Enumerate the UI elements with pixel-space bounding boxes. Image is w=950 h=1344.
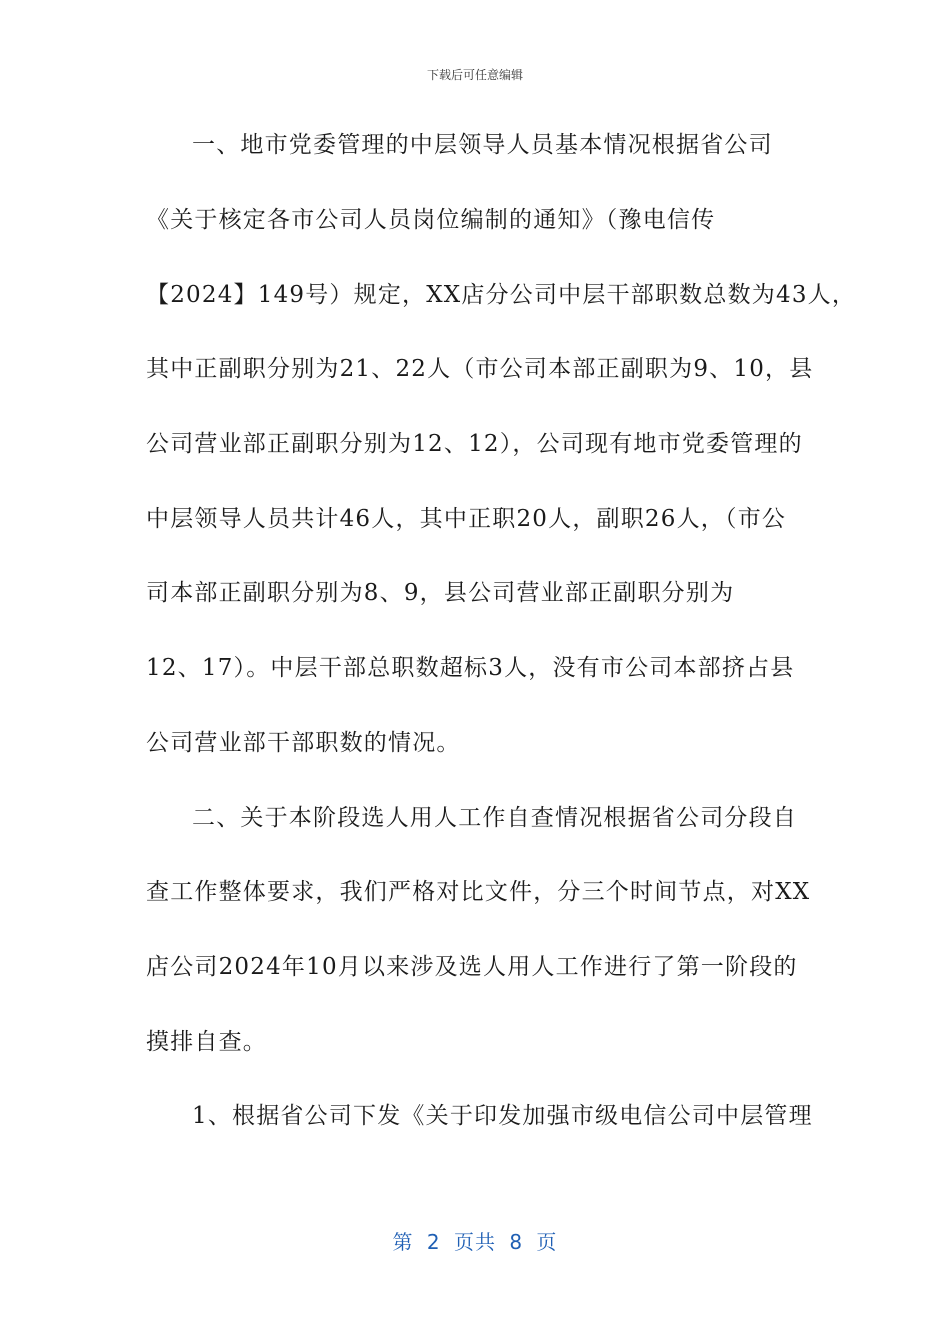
text-line: 其中正副职分别为21、22人（市公司本部正副职为9、10，县 [146, 356, 814, 382]
text-line: 二、关于本阶段选人用人工作自查情况根据省公司分段自 [192, 805, 797, 831]
text-line: 公司营业部干部职数的情况。 [146, 730, 461, 756]
text-line: 《关于核定各市公司人员岗位编制的通知》（豫电信传 [146, 207, 716, 233]
text-line: 查工作整体要求，我们严格对比文件，分三个时间节点，对XX [146, 879, 811, 905]
text-line: 司本部正副职分别为8、9，县公司营业部正副职分别为 [146, 580, 735, 606]
text-line: 店公司2024年10月以来涉及选人用人工作进行了第一阶段的 [146, 954, 798, 980]
text-line: 1、根据省公司下发《关于印发加强市级电信公司中层管理 [192, 1103, 813, 1129]
page-header-note: 下载后可任意编辑 [426, 68, 523, 82]
text-line: 一、地市党委管理的中层领导人员基本情况根据省公司 [192, 132, 773, 158]
text-line: 【2024】149号）规定，XX店分公司中层干部职数总数为43人， [146, 282, 857, 308]
text-line: 12、17）。中层干部总职数超标3人，没有市公司本部挤占县 [146, 655, 795, 681]
text-line: 摸排自查。 [146, 1029, 267, 1055]
text-line: 中层领导人员共计46人，其中正职20人，副职26人，（市公 [146, 506, 787, 532]
text-line: 公司营业部正副职分别为12、12），公司现有地市党委管理的 [146, 431, 803, 457]
page-number-footer: 第 2 页共 8 页 [392, 1230, 558, 1254]
